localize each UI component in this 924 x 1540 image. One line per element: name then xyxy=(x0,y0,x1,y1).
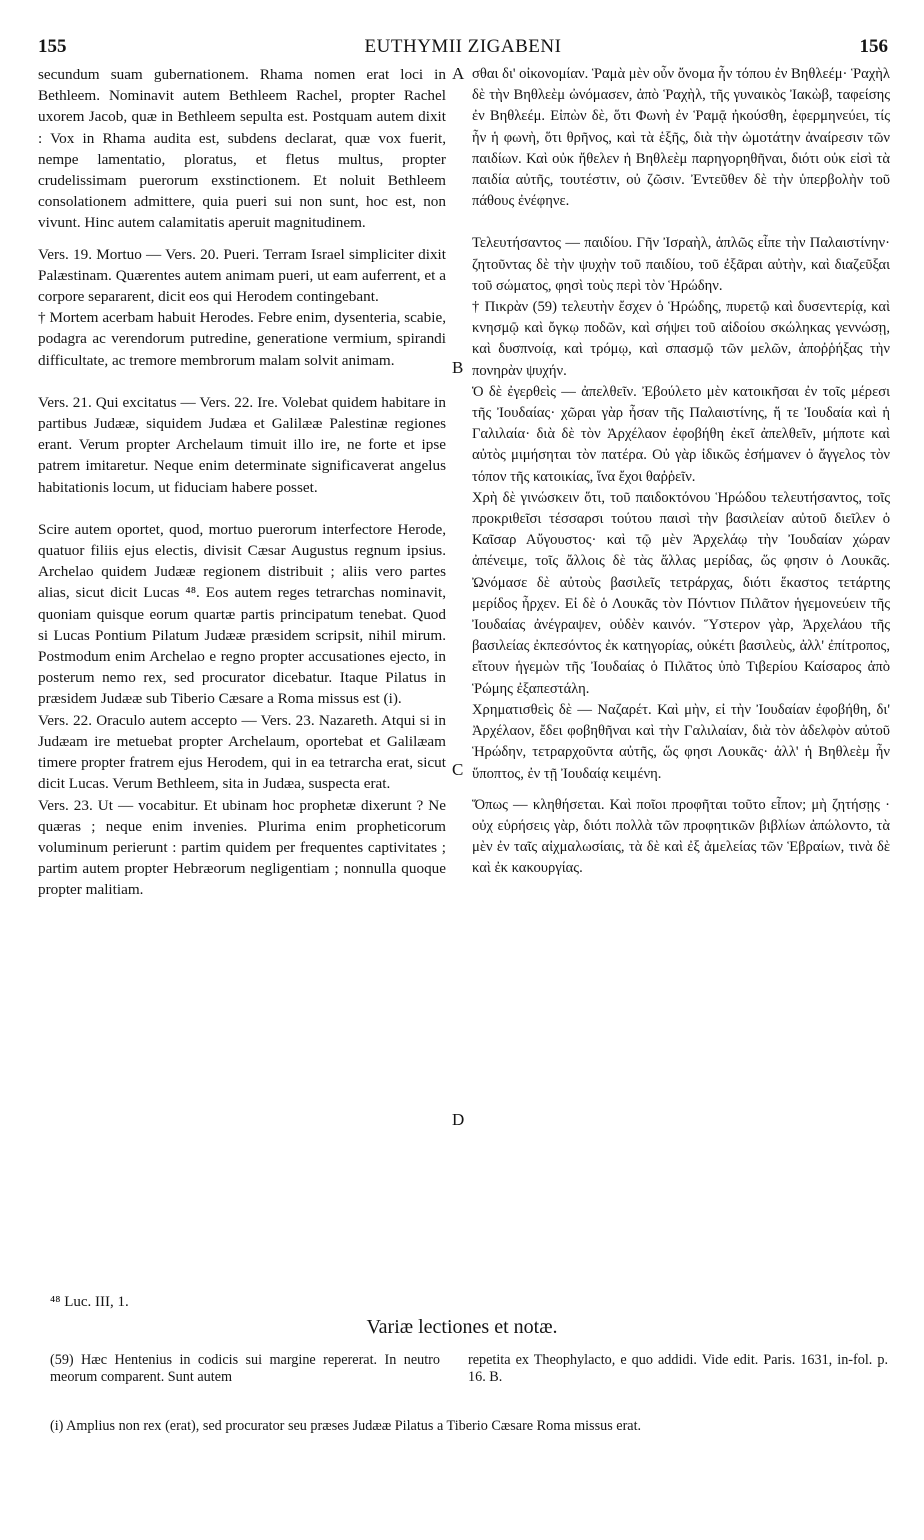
latin-column xyxy=(38,64,446,901)
margin-marker-a: A xyxy=(452,64,465,83)
latin-paragraph: secundum suam gubernationem. Rhama nomen erat loci in Bethleem. Nominavit autem Bethleem Rachel, propter Rachel uxorem Jacob, quæ in Bethleem sepulta est. Postquam autem dixit : Vox in Rhama audita est, subdens declarat, quæ vox fuerit, nempe lamentatio, ploratus, et fletus multus, propter crudelissimam puerorum exstinctionem. Et noluit Bethleem consolationem admittere, quia pueri sui non sunt, hoc est, non vivunt. Hinc autem calamitatis aperuit magnitudinem. xyxy=(38,66,446,232)
note-i: (i) Amplius non rex (erat), sed procurator seu præses Judææ Pilatus a Tiberio Cæsare Roma missus erat. xyxy=(50,1418,642,1434)
variae-lectiones-heading: Variæ lectiones et notæ. xyxy=(366,1316,558,1338)
margin-marker-c: C xyxy=(452,760,464,779)
page-number-right: 156 xyxy=(859,36,888,57)
greek-column xyxy=(472,64,890,880)
margin-marker-d: D xyxy=(452,1110,465,1129)
footnote-reference: ⁴⁸ Luc. III, 1. xyxy=(50,1294,129,1310)
latin-paragraph: † Mortem acerbam habuit Herodes. Febre enim, dysenteria, scabie, podagra ac verendorum putredine, generatione vermium, spirandi difficultate, ac tremore membrorum malam solvit animam. xyxy=(38,309,446,369)
greek-paragraph: Ὅπως — κληθήσεται. Καὶ ποῖοι προφῆται τοῦτο εἶπον; μὴ ζητήσῃς · οὐχ εὑρήσεις γὰρ, διότι πολλὰ τῶν προφητικῶν βιβλίων ἀπώλοντο, τὰ μὲν ἐν ταῖς αἰχμαλωσίαις, τὰ δὲ καὶ ἐξ ἀμελείας τῶν Ἑβραίων, τινὰ δὲ καὶ ἐκ κακουργίας. xyxy=(472,796,890,877)
greek-paragraph: Ὁ δὲ ἐγερθεὶς — ἀπελθεῖν. Ἐβούλετο μὲν κατοικῆσαι ἐν τοῖς μέρεσι τῆς Ἰουδαίας· χῶραι γὰρ ἦσαν τῆς Παλαιστίνης, ἥ τε Ἰουδαία καὶ ἡ Γαλιλαία· διὰ δὲ τὸν Ἀρχέλαον ἐφοβήθη ἐκεῖ ἀπελθεῖν, μήποτε καὶ αὐτὸς μιμήσηται τὸν πατέρα. Οὐ γὰρ ἰδικῶς ἐσήμανεν ὁ ἄγγελος τὸν τόπον τῆς κατοικίας, ἵνα ἔχοι θαῤῥεῖν. xyxy=(472,383,890,485)
latin-paragraph: Vers. 21. Qui excitatus — Vers. 22. Ire. Volebat quidem habitare in partibus Judææ, siquidem Judæa et Galilææ Palestinæ regiones erant. Verum propter Archelaum timuit illo ire, ne forte et ipse patrem imitaretur. Neque enim determinate significaverat angelus habitationis locum, ut fiduciam habere posset. xyxy=(38,393,446,496)
greek-paragraph: Χρὴ δὲ γινώσκειν ὅτι, τοῦ παιδοκτόνου Ἡρώδου τελευτήσαντος, τοῖς προκριθεῖσι τέσσαρσι τούτου παισὶ τὴν βασιλείαν αὐτοῦ διεῖλεν ὁ Καῖσαρ Αὔγουστος· καὶ τῷ μὲν Ἀρχελάῳ τὴν Ἰουδαίαν χώραν ἀπένειμε, τοῖς ἄλλοις δὲ τὰς ἄλλας μερίδας, ὥς φησιν ὁ Λουκᾶς. Ὠνόμασε δὲ αὐτοὺς βασιλεῖς τετράρχας, διότι ἕκαστος τετάρτης μερίδος ἦρχεν. Εἰ δὲ ὁ Λουκᾶς τὸν Πόντιον Πιλᾶτον ἡγεμονεύειν τῆς Ἰουδαίας ἀνέγραψεν, οὐδὲν καινόν. Ὕστερον γὰρ, Ἀρχελάου τῆς βασιλείας ἐκπεσόντος ἐκ κατηγορίας, οὐκέτι βασιλεὺς, ἀλλ' ἐπίτροπος, εἴτουν ἡγεμὼν τῆς Ἰουδαίας ὁ Πιλᾶτος ὑπὸ Τιβερίου Καίσαρος ἀπὸ Ῥώμης ἐξαπεστάλη. xyxy=(472,489,890,697)
greek-paragraph: Τελευτήσαντος — παιδίου. Γῆν Ἰσραὴλ, ἁπλῶς εἶπε τὴν Παλαιστίνην· ζητοῦντας δὲ τὴν ψυχὴν τοῦ παιδίου, τοῦ ἐξᾶραι αὐτὴν, καὶ διαζεῦξαι τοῦ σώματος, φησὶ τοὺς περὶ τὸν Ἡρώδην. xyxy=(472,235,890,294)
page-header xyxy=(38,36,888,62)
note-59-left: (59) Hæc Hentenius in codicis sui margine repererat. In neutro meorum comparent. Sunt autem xyxy=(50,1352,440,1385)
margin-marker-b: B xyxy=(452,358,464,377)
page-number-left: 155 xyxy=(38,36,67,57)
latin-paragraph: Vers. 22. Oraculo autem accepto — Vers. 23. Nazareth. Atqui si in Judæam ire metuebat propter Archelaum, oportebat et Galilæam timere propter fratrem ejus Herodem, qui in ea tetrarcha erat, sicut dicit Lucas. Verum Bethleem, sita in Judæa, suspecta erat. xyxy=(38,711,446,793)
latin-paragraph: Vers. 19. Mortuo — Vers. 20. Pueri. Terram Israel simpliciter dixit Palæstinam. Quærentes autem animam pueri, ut eam auferrent, et a corpore separarent, dicit eos qui Herodem contingebant. xyxy=(38,245,446,306)
latin-paragraph: Scire autem oportet, quod, mortuo puerorum interfectore Herode, quatuor filiis ejus electis, divisit Cæsar Augustus regnum ipsius. Archelao quidem Judææ regionem distribuit ; aliis vero partes alias, sicut dicit Lucas ⁴⁸. Eos autem reges tetrarchas nominavit, quoniam quisque eorum quartæ partis principatum tenebat. Quod si Lucas Pontium Pilatum Judææ præsidem scripsit, nihil mirum. Postmodum enim Archelao e regno propter accusationes ejecto, in posterum nemo rex, sed procurator dicebatur. Itaque Pilatus in præsidem Judææ sub Tiberio Cæsare a Roma missus est (i). xyxy=(38,520,446,708)
latin-paragraph: Vers. 23. Ut — vocabitur. Et ubinam hoc prophetæ dixerunt ? Ne quæras ; neque enim invenies. Plurima enim propheticorum voluminum perierunt : partim quidem per frequentes captivitates ; partim autem propter Hebræorum negligentiam ; nonnulla quoque propter malitiam. xyxy=(38,796,446,899)
running-title: EUTHYMII ZIGABENI xyxy=(364,36,562,57)
note-59-right: repetita ex Theophylacto, e quo addidi. Vide edit. Paris. 1631, in-fol. p. 16. B. xyxy=(468,1352,888,1385)
greek-paragraph: † Πικρὰν (59) τελευτὴν ἔσχεν ὁ Ἡρώδης, πυρετῷ καὶ δυσεντερίᾳ, καὶ κνησμῷ καὶ ὄγκῳ ποδῶν, καὶ σήψει τοῦ αἰδοίου σκώληκας γεννώσῃ, καὶ δυσπνοίᾳ, καὶ τρόμῳ, καὶ σπασμῷ τῶν μελῶν, ἀποῤῥήξας τὴν πονηρὰν ψυχήν. xyxy=(472,299,890,379)
greek-paragraph: Χρηματισθεὶς δὲ — Ναζαρέτ. Καὶ μὴν, εἰ τὴν Ἰουδαίαν ἐφοβήθη, δι' Ἀρχέλαον, ἔδει φοβηθῆναι καὶ τὴν Γαλιλαίαν, διὰ τὸν ἀδελφὸν αὐτοῦ Ἡρώδην, τετραρχοῦντα αὐτῆς, ὥς φησι Λουκᾶς· ἀλλ' ἡ Βηθλεὲμ ἦν ὕποπτος, ἐν τῇ Ἰουδαίᾳ κειμένη. xyxy=(472,701,890,782)
greek-paragraph: σθαι δι' οἰκονομίαν. Ῥαμὰ μὲν οὖν ὄνομα ἦν τόπου ἐν Βηθλεέμ· Ῥαχὴλ δὲ τὴν Βηθλεὲμ ὠνόμασεν, ἀπὸ Ῥαχὴλ, τῆς γυναικὸς Ἰακὼβ, ταφείσης ἐν Βηθλεέμ. Εἰπὼν δὲ, ὅτι Φωνὴ ἐν Ῥαμᾷ ἠκούσθη, ἑφερμηνεύει, τίς ἦν ἡ φωνὴ, ὅτι θρῆνος, καὶ τὰ ἑξῆς, διὰ τὴν ὠμοτάτην ἀναίρεσιν τῶν παιδίων. Καὶ οὐκ ἤθελεν ἡ Βηθλεὲμ παρηγορηθῆναι, διότι οὐκ εἰσὶ τὰ παιδία αὐτῆς, τουτέστιν, οὐ ζῶσιν. Ἐντεῦθεν δὲ τὴν ὑπερβολὴν τοῦ πάθους ἐνέφηνε. xyxy=(472,66,890,210)
